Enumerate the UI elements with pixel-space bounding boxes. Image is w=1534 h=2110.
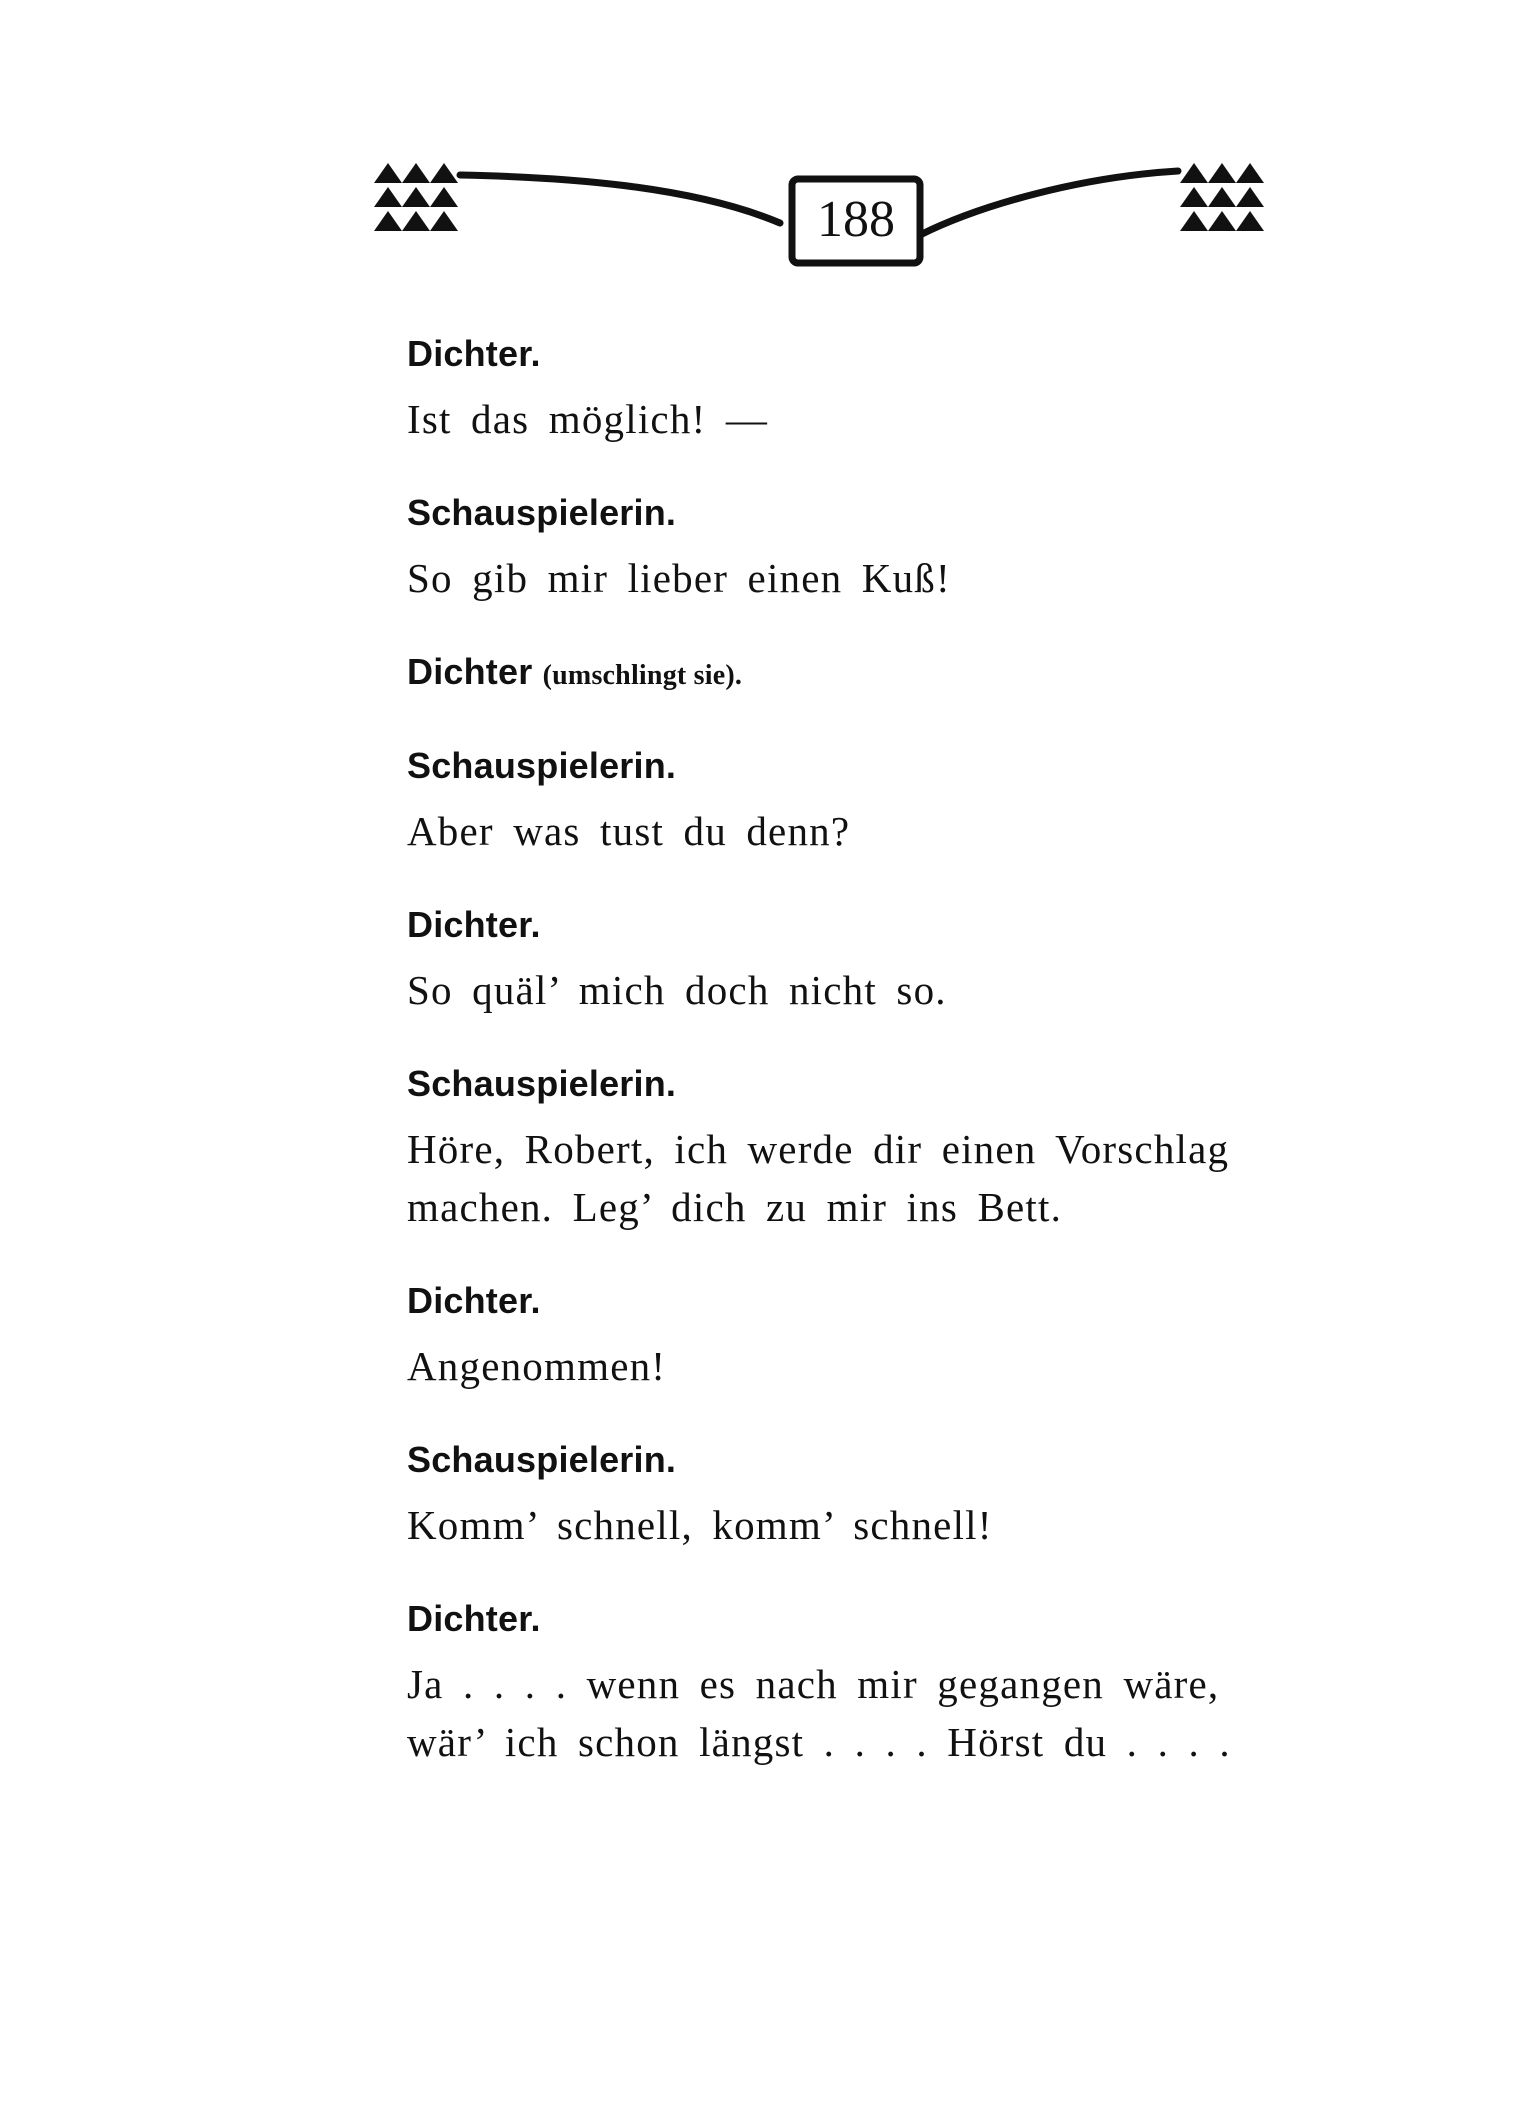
speaker-with-direction bbox=[407, 650, 1307, 694]
speech-line: Ja . . . . wenn es nach mir gegangen wäre, wär’ ich schon längst . . . . Hörst du . . . . bbox=[407, 1661, 1231, 1765]
triangle-cluster-icon bbox=[374, 163, 458, 231]
dialogue-entry bbox=[407, 1279, 1307, 1395]
dialogue-entry bbox=[407, 903, 1307, 1019]
speech-line: So quäl’ mich doch nicht so. bbox=[407, 967, 947, 1013]
speech-line: So gib mir lieber einen Kuß! bbox=[407, 555, 951, 601]
speech-line: Angenommen! bbox=[407, 1343, 667, 1389]
speaker-name: Dichter. bbox=[407, 333, 541, 374]
speaker-name: Schauspielerin. bbox=[407, 492, 677, 533]
play-dialogue bbox=[407, 332, 1307, 1814]
dialogue-entry bbox=[407, 1062, 1307, 1236]
dialogue-entry bbox=[407, 491, 1307, 607]
speech-line: Ist das möglich! — bbox=[407, 396, 769, 442]
dialogue-entry bbox=[407, 332, 1307, 448]
speaker-name: Schauspielerin. bbox=[407, 745, 677, 786]
speaker-name: Dichter. bbox=[407, 1598, 541, 1639]
page-number: 188 bbox=[817, 191, 895, 248]
speaker-name: Dichter bbox=[407, 651, 533, 692]
dialogue-entry bbox=[407, 1438, 1307, 1554]
speech-line: Höre, Robert, ich werde dir einen Vorschlag machen. Leg’ dich zu mir ins Bett. bbox=[407, 1126, 1230, 1230]
speech-line: Aber was tust du denn? bbox=[407, 808, 851, 854]
speaker-name: Schauspielerin. bbox=[407, 1063, 677, 1104]
dialogue-entry bbox=[407, 744, 1307, 860]
stage-direction: (umschlingt sie). bbox=[542, 660, 743, 691]
dialogue-entry bbox=[407, 1597, 1307, 1771]
speech-line: Komm’ schnell, komm’ schnell! bbox=[407, 1502, 993, 1548]
triangle-cluster-icon bbox=[1180, 163, 1264, 231]
speaker-name: Dichter. bbox=[407, 904, 541, 945]
dialogue-entry bbox=[407, 650, 1307, 694]
speaker-name: Dichter. bbox=[407, 1280, 541, 1321]
speaker-name: Schauspielerin. bbox=[407, 1439, 677, 1480]
